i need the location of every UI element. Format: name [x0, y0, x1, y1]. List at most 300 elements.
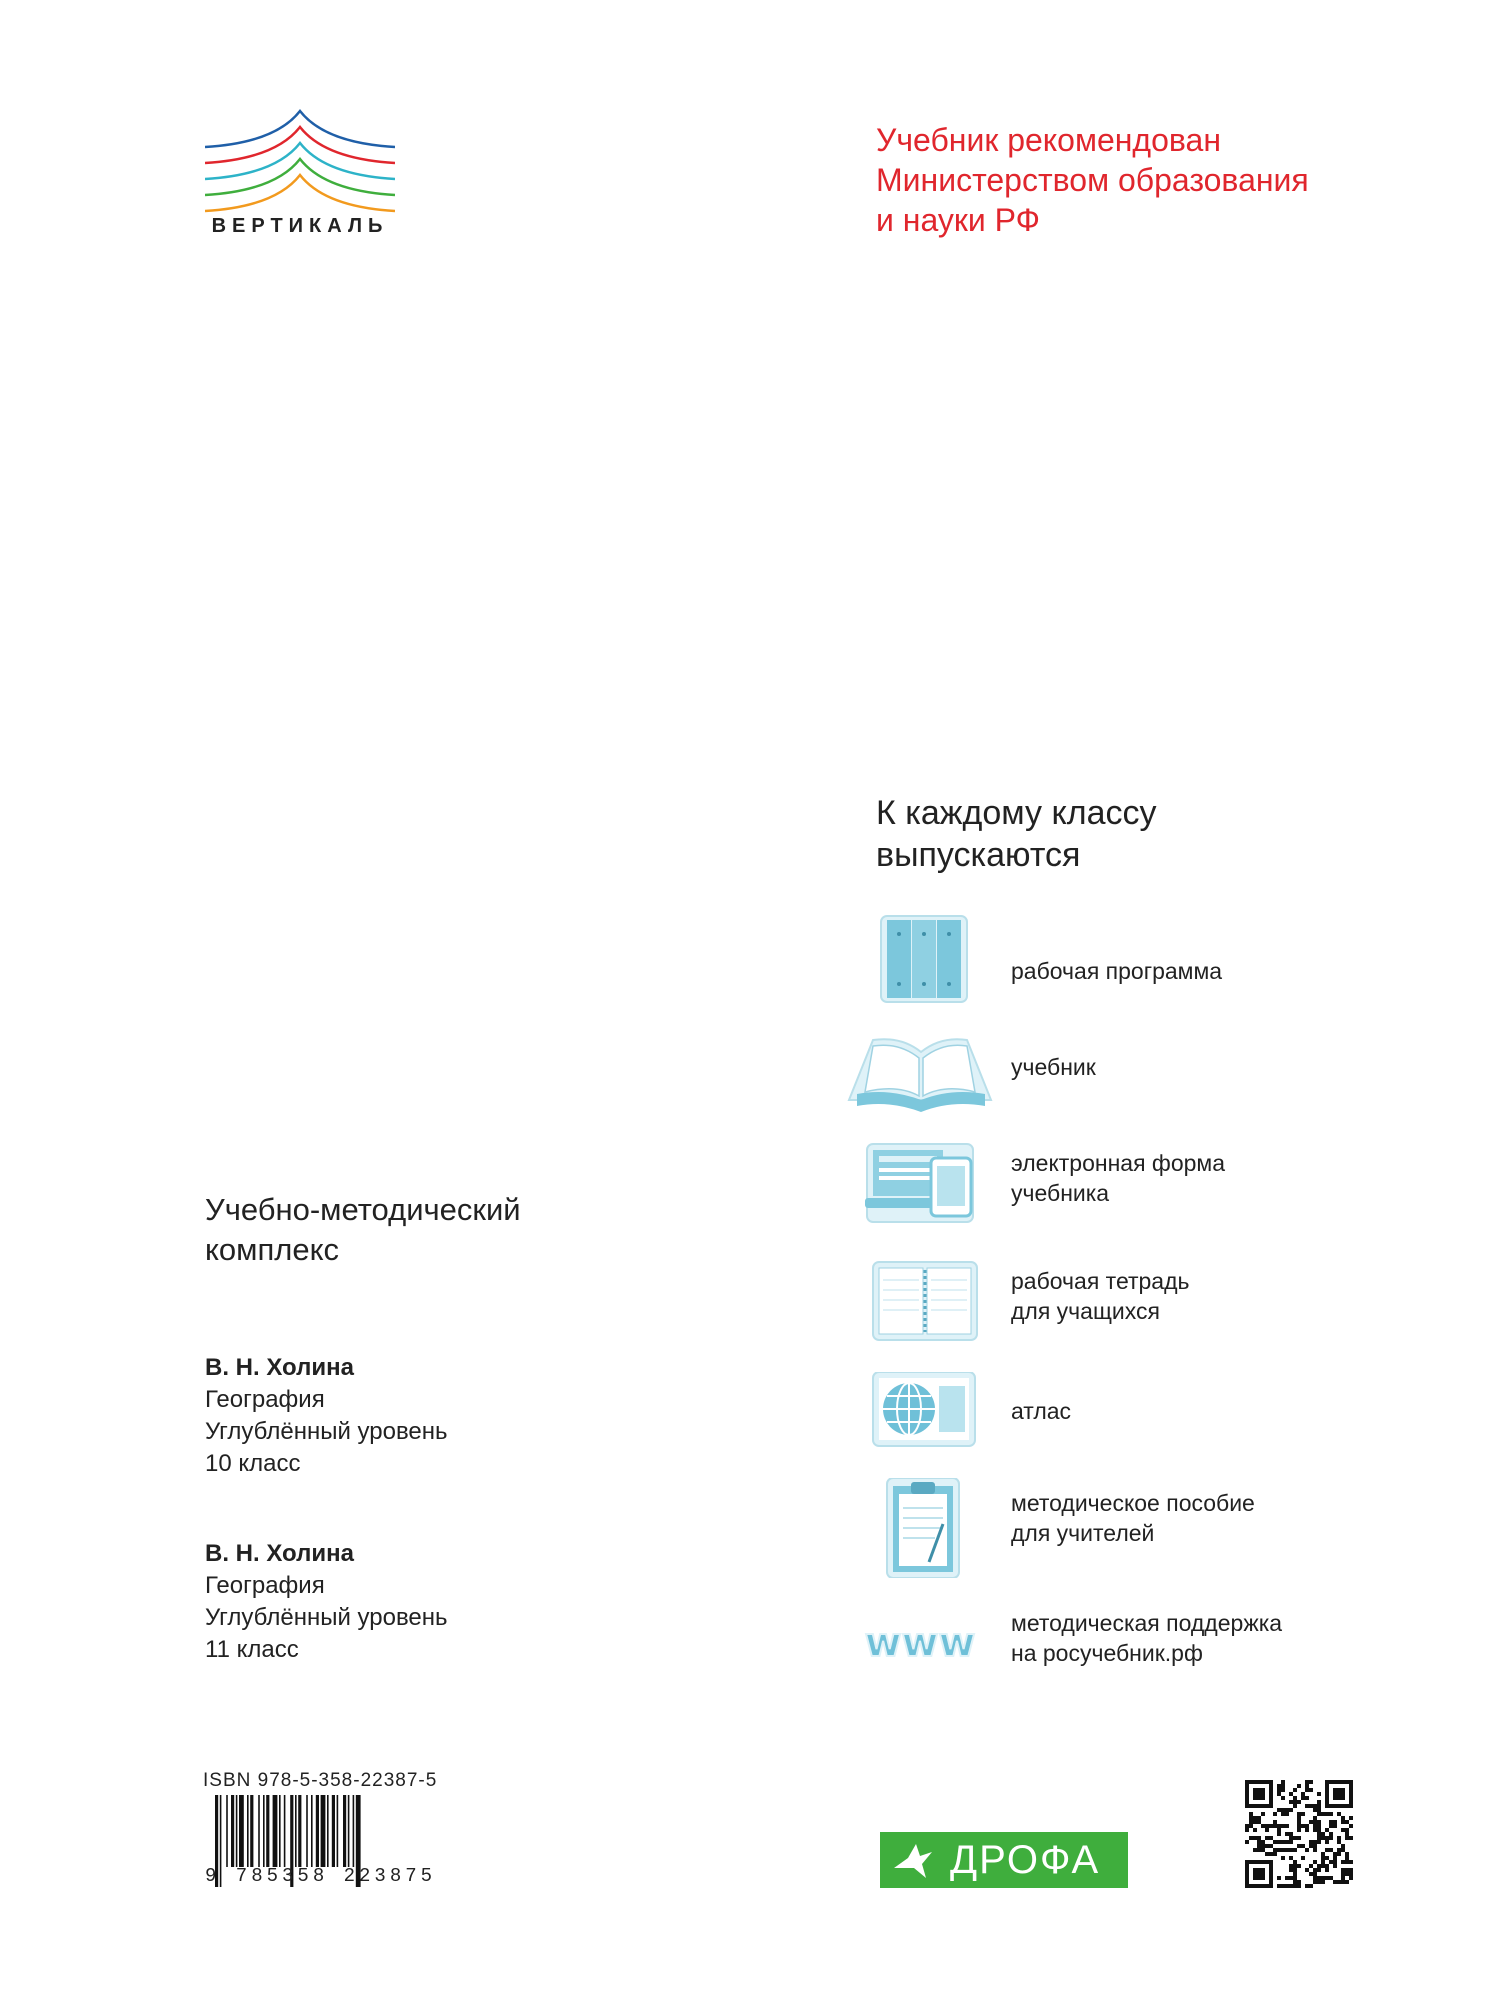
qr-module: [1285, 1824, 1289, 1828]
qr-module: [1313, 1816, 1317, 1820]
qr-module: [1293, 1868, 1297, 1872]
qr-module: [1305, 1796, 1309, 1800]
qr-module: [1293, 1800, 1297, 1804]
barcode-bar: [226, 1795, 228, 1867]
qr-module: [1257, 1844, 1261, 1848]
qr-module: [1249, 1820, 1253, 1824]
qr-module: [1329, 1860, 1333, 1864]
qr-module: [1285, 1876, 1289, 1880]
qr-module: [1265, 1836, 1269, 1840]
qr-module: [1305, 1804, 1309, 1808]
list-item: [845, 1372, 1405, 1472]
qr-module: [1309, 1864, 1313, 1868]
qr-module: [1257, 1840, 1261, 1844]
qr-module: [1261, 1844, 1265, 1848]
qr-module: [1269, 1852, 1273, 1856]
qr-module: [1305, 1828, 1309, 1832]
qr-module: [1257, 1820, 1261, 1824]
qr-module: [1285, 1884, 1289, 1888]
qr-module: [1293, 1860, 1297, 1864]
qr-module: [1333, 1860, 1337, 1864]
qr-module: [1253, 1788, 1265, 1800]
barcode-bar: [353, 1795, 355, 1867]
list-item: [845, 1478, 1405, 1578]
qr-module: [1281, 1884, 1285, 1888]
qr-module: [1285, 1808, 1289, 1812]
qr-module: [1265, 1824, 1269, 1828]
qr-module: [1313, 1860, 1317, 1864]
qr-module: [1289, 1832, 1293, 1836]
qr-module: [1281, 1784, 1285, 1788]
barcode-bar: [348, 1795, 350, 1867]
qr-module: [1321, 1880, 1325, 1884]
qr-module: [1289, 1848, 1293, 1852]
qr-module: [1313, 1868, 1317, 1872]
qr-module: [1317, 1880, 1321, 1884]
qr-module: [1297, 1800, 1301, 1804]
barcode-bar: [298, 1795, 301, 1867]
list-item: [845, 1140, 1405, 1240]
qr-module: [1269, 1824, 1273, 1828]
qr-module: [1265, 1828, 1269, 1832]
qr-module: [1337, 1852, 1341, 1856]
qr-module: [1345, 1872, 1349, 1876]
qr-module: [1297, 1844, 1301, 1848]
qr-module: [1317, 1864, 1321, 1868]
qr-module: [1313, 1876, 1317, 1880]
qr-module: [1289, 1836, 1293, 1840]
book-entry: [205, 1538, 705, 1666]
clipboard-icon: [845, 1478, 995, 1578]
qr-module: [1341, 1860, 1345, 1864]
item-label: методическая поддержка на росучебник.рф: [1011, 1610, 1283, 1666]
book-grade: 10 класс: [205, 1450, 301, 1477]
qr-module: [1269, 1844, 1273, 1848]
qr-module: [1333, 1788, 1345, 1800]
qr-module: [1333, 1824, 1337, 1828]
qr-module: [1281, 1808, 1285, 1812]
qr-module: [1345, 1852, 1349, 1856]
qr-module: [1317, 1820, 1321, 1824]
qr-module: [1329, 1824, 1333, 1828]
qr-module: [1321, 1856, 1325, 1860]
qr-module: [1317, 1824, 1321, 1828]
series-heading: [876, 792, 1336, 876]
qr-module: [1329, 1832, 1333, 1836]
notebook-icon: [845, 1260, 995, 1360]
qr-module: [1321, 1864, 1325, 1868]
qr-module: [1301, 1824, 1305, 1828]
bird-icon: [888, 1838, 938, 1882]
qr-module: [1281, 1812, 1285, 1816]
qr-module: [1293, 1848, 1297, 1852]
qr-module: [1289, 1864, 1293, 1868]
open-book-icon: [845, 1032, 995, 1132]
qr-module: [1349, 1836, 1353, 1840]
qr-module: [1301, 1792, 1305, 1796]
qr-module: [1309, 1872, 1313, 1876]
qr-module: [1345, 1860, 1349, 1864]
qr-module: [1313, 1824, 1317, 1828]
qr-module: [1281, 1788, 1285, 1792]
qr-module: [1289, 1792, 1293, 1796]
qr-module: [1277, 1828, 1281, 1832]
qr-module: [1313, 1820, 1317, 1824]
qr-module: [1297, 1836, 1301, 1840]
qr-module: [1325, 1856, 1329, 1860]
qr-module: [1305, 1780, 1309, 1784]
barcode-bar: [284, 1795, 286, 1867]
qr-module: [1317, 1828, 1321, 1832]
qr-module: [1297, 1824, 1301, 1828]
qr-module: [1257, 1848, 1261, 1852]
qr-module: [1253, 1836, 1257, 1840]
umk-heading-line: Учебно-методический: [205, 1192, 521, 1227]
qr-module: [1317, 1876, 1321, 1880]
book-author: В. Н. Холина: [205, 1540, 354, 1567]
item-label: методическое пособие для учителей: [1011, 1490, 1255, 1546]
qr-module: [1273, 1812, 1277, 1816]
qr-module: [1333, 1864, 1337, 1868]
qr-module: [1333, 1820, 1337, 1824]
qr-module: [1277, 1824, 1281, 1828]
qr-module: [1325, 1812, 1329, 1816]
qr-module: [1297, 1820, 1301, 1824]
barcode-bar: [311, 1795, 313, 1867]
barcode-bar: [239, 1795, 244, 1867]
qr-module: [1285, 1812, 1289, 1816]
qr-module: [1281, 1824, 1285, 1828]
qr-module: [1253, 1868, 1265, 1880]
qr-module: [1317, 1804, 1321, 1808]
qr-module: [1321, 1852, 1325, 1856]
qr-module: [1313, 1808, 1317, 1812]
qr-module: [1297, 1828, 1301, 1832]
item-label: учебник: [1011, 1054, 1096, 1080]
umk-heading-line: комплекс: [205, 1232, 339, 1267]
qr-module: [1349, 1860, 1353, 1864]
qr-module: [1253, 1828, 1257, 1832]
barcode-bar: [279, 1795, 281, 1867]
qr-module: [1249, 1816, 1253, 1820]
qr-module: [1313, 1872, 1317, 1876]
qr-module: [1341, 1880, 1345, 1884]
qr-module: [1249, 1812, 1253, 1816]
qr-module: [1281, 1848, 1285, 1852]
qr-module: [1245, 1824, 1249, 1828]
book-subject: География: [205, 1572, 325, 1599]
qr-module: [1293, 1796, 1297, 1800]
qr-module: [1297, 1812, 1301, 1816]
item-label: рабочая программа: [1011, 958, 1223, 984]
qr-module: [1289, 1868, 1293, 1872]
qr-module: [1297, 1784, 1301, 1788]
barcode-bar: [258, 1795, 260, 1867]
qr-module: [1341, 1848, 1345, 1852]
globe-icon: [845, 1372, 995, 1472]
qr-module: [1345, 1828, 1349, 1832]
qr-module: [1329, 1812, 1333, 1816]
barcode-bar: [337, 1795, 339, 1867]
barcode-bar: [263, 1795, 265, 1867]
qr-module: [1329, 1848, 1333, 1852]
qr-module: [1309, 1804, 1313, 1808]
qr-module: [1313, 1848, 1317, 1852]
barcode-bar: [247, 1795, 249, 1867]
qr-module: [1253, 1820, 1257, 1824]
qr-module: [1341, 1868, 1345, 1872]
qr-module: [1333, 1852, 1337, 1856]
book-author: В. Н. Холина: [205, 1354, 354, 1381]
qr-module: [1349, 1824, 1353, 1828]
item-label: рабочая тетрадь для учащихся: [1011, 1268, 1190, 1324]
qr-module: [1253, 1816, 1257, 1820]
qr-module: [1321, 1812, 1325, 1816]
qr-module: [1265, 1852, 1269, 1856]
qr-module: [1345, 1820, 1349, 1824]
qr-module: [1293, 1880, 1297, 1884]
series-heading-line: К каждому классу: [876, 794, 1157, 832]
qr-module: [1281, 1780, 1285, 1784]
barcode-bar: [327, 1795, 329, 1867]
qr-module: [1273, 1824, 1277, 1828]
qr-module: [1337, 1836, 1341, 1840]
qr-module: [1297, 1864, 1301, 1868]
publisher-logo: [880, 1832, 1128, 1888]
qr-module: [1321, 1876, 1325, 1880]
qr-module: [1277, 1784, 1281, 1788]
qr-module: [1321, 1860, 1325, 1864]
qr-module: [1341, 1828, 1345, 1832]
qr-module: [1257, 1836, 1261, 1840]
svg-text:www: www: [864, 1620, 976, 1666]
qr-module: [1329, 1820, 1333, 1824]
barcode-bar: [343, 1795, 346, 1867]
qr-module: [1313, 1804, 1317, 1808]
qr-module: [1325, 1848, 1329, 1852]
qr-module: [1309, 1840, 1313, 1844]
book-grade: 11 класс: [205, 1636, 299, 1663]
qr-module: [1345, 1856, 1349, 1860]
book-level: Углублённый уровень: [205, 1604, 448, 1631]
qr-module: [1325, 1836, 1329, 1840]
qr-module: [1289, 1840, 1293, 1844]
qr-module: [1277, 1840, 1281, 1844]
qr-module: [1301, 1812, 1305, 1816]
publisher-name: ДРОФА: [950, 1838, 1101, 1882]
barcode-bar: [306, 1795, 308, 1867]
list-item: [845, 912, 1405, 1012]
qr-module: [1281, 1796, 1285, 1800]
www-icon: [845, 1608, 995, 1708]
qr-module: [1349, 1872, 1353, 1876]
book-subject: География: [205, 1386, 325, 1413]
book-level: Углублённый уровень: [205, 1418, 448, 1445]
qr-module: [1297, 1884, 1301, 1888]
qr-module: [1333, 1856, 1337, 1860]
qr-module: [1281, 1856, 1285, 1860]
qr-module: [1337, 1840, 1341, 1844]
qr-module: [1257, 1816, 1261, 1820]
qr-module: [1325, 1840, 1329, 1844]
barcode-bar: [316, 1795, 319, 1867]
qr-module: [1345, 1880, 1349, 1884]
barcode-bar: [266, 1795, 269, 1867]
qr-module: [1325, 1864, 1329, 1868]
qr-module: [1293, 1884, 1297, 1888]
barcode-bar: [250, 1795, 253, 1867]
qr-module: [1325, 1828, 1329, 1832]
qr-module: [1337, 1880, 1341, 1884]
qr-module: [1317, 1800, 1321, 1804]
qr-module: [1349, 1868, 1353, 1872]
qr-module: [1317, 1832, 1321, 1836]
qr-module: [1273, 1820, 1277, 1824]
series-heading-line: выпускаются: [876, 836, 1081, 874]
devices-icon: [845, 1140, 995, 1240]
qr-module: [1345, 1868, 1349, 1872]
qr-module: [1245, 1828, 1249, 1832]
qr-module: [1285, 1848, 1289, 1852]
qr-module: [1289, 1856, 1293, 1860]
qr-module: [1313, 1880, 1317, 1884]
qr-module: [1309, 1844, 1313, 1848]
qr-module: [1309, 1788, 1313, 1792]
qr-module: [1317, 1836, 1321, 1840]
qr-module: [1337, 1812, 1341, 1816]
qr-module: [1261, 1848, 1265, 1852]
qr-module: [1277, 1884, 1281, 1888]
qr-module: [1273, 1840, 1277, 1844]
barcode-bar: [273, 1795, 278, 1867]
qr-module: [1337, 1848, 1341, 1852]
qr-module: [1269, 1836, 1273, 1840]
qr-module: [1293, 1836, 1297, 1840]
item-label: электронная форма учебника: [1011, 1150, 1226, 1206]
qr-module: [1285, 1832, 1289, 1836]
qr-module: [1321, 1836, 1325, 1840]
item-label: атлас: [1011, 1398, 1072, 1424]
qr-module: [1325, 1868, 1329, 1872]
qr-module: [1277, 1848, 1281, 1852]
barcode-bar: [332, 1795, 335, 1867]
qr-module: [1293, 1864, 1297, 1868]
qr-module: [1293, 1804, 1297, 1808]
qr-module: [1309, 1780, 1313, 1784]
qr-module: [1293, 1788, 1297, 1792]
qr-module: [1333, 1880, 1337, 1884]
qr-module: [1249, 1836, 1253, 1840]
qr-module: [1345, 1832, 1349, 1836]
qr-code: [1245, 1780, 1353, 1888]
qr-module: [1309, 1820, 1313, 1824]
qr-module: [1277, 1876, 1281, 1880]
qr-module: [1345, 1836, 1349, 1840]
qr-module: [1305, 1824, 1309, 1828]
qr-module: [1317, 1840, 1321, 1844]
barcode-digits: 9 785358 223875: [205, 1865, 437, 1887]
qr-module: [1341, 1816, 1345, 1820]
qr-module: [1341, 1876, 1345, 1880]
qr-module: [1289, 1876, 1293, 1880]
recommendation-line: Учебник рекомендован: [876, 122, 1221, 158]
qr-module: [1313, 1844, 1317, 1848]
qr-module: [1261, 1840, 1265, 1844]
logo-wordmark: ВЕРТИКАЛЬ: [211, 215, 389, 237]
umk-heading: [205, 1190, 705, 1270]
qr-module: [1317, 1868, 1321, 1872]
qr-module: [1265, 1844, 1269, 1848]
qr-module: [1277, 1832, 1281, 1836]
recommendation-line: и науки РФ: [876, 202, 1040, 238]
qr-module: [1325, 1876, 1329, 1880]
list-item: [845, 1608, 1405, 1708]
qr-module: [1349, 1876, 1353, 1880]
qr-module: [1285, 1840, 1289, 1844]
qr-module: [1301, 1856, 1305, 1860]
qr-module: [1301, 1796, 1305, 1800]
list-item: [845, 1260, 1405, 1360]
qr-module: [1277, 1792, 1281, 1796]
qr-module: [1329, 1836, 1333, 1840]
qr-module: [1349, 1816, 1353, 1820]
qr-module: [1297, 1880, 1301, 1884]
qr-module: [1281, 1840, 1285, 1844]
qr-module: [1277, 1788, 1281, 1792]
qr-module: [1313, 1840, 1317, 1844]
qr-module: [1293, 1872, 1297, 1876]
qr-module: [1289, 1884, 1293, 1888]
qr-module: [1245, 1840, 1249, 1844]
qr-module: [1293, 1876, 1297, 1880]
qr-module: [1277, 1808, 1281, 1812]
qr-module: [1249, 1824, 1253, 1828]
qr-module: [1273, 1852, 1277, 1856]
qr-module: [1297, 1816, 1301, 1820]
qr-module: [1309, 1884, 1313, 1888]
qr-module: [1289, 1800, 1293, 1804]
recommendation-text: [876, 120, 1436, 240]
qr-module: [1317, 1808, 1321, 1812]
qr-module: [1305, 1788, 1309, 1792]
qr-module: [1313, 1828, 1317, 1832]
book-entry: [205, 1352, 705, 1480]
qr-module: [1317, 1792, 1321, 1796]
qr-module: [1341, 1844, 1345, 1848]
barcode-bar: [236, 1795, 238, 1867]
qr-module: [1321, 1832, 1325, 1836]
list-item: [845, 1032, 1405, 1132]
isbn-label: ISBN 978-5-358-22387-5: [203, 1770, 438, 1791]
qr-module: [1305, 1848, 1309, 1852]
folder-icon: [845, 912, 995, 1012]
qr-module: [1341, 1872, 1345, 1876]
qr-module: [1253, 1848, 1257, 1852]
qr-module: [1261, 1812, 1265, 1816]
qr-module: [1329, 1876, 1333, 1880]
qr-module: [1261, 1824, 1265, 1828]
qr-module: [1317, 1812, 1321, 1816]
barcode-bar: [321, 1795, 326, 1867]
qr-module: [1305, 1868, 1309, 1872]
qr-module: [1273, 1848, 1277, 1852]
qr-module: [1305, 1884, 1309, 1888]
qr-module: [1289, 1808, 1293, 1812]
barcode-bar: [231, 1795, 234, 1867]
qr-module: [1341, 1820, 1345, 1824]
barcode-bar: [295, 1795, 297, 1867]
qr-module: [1301, 1844, 1305, 1848]
